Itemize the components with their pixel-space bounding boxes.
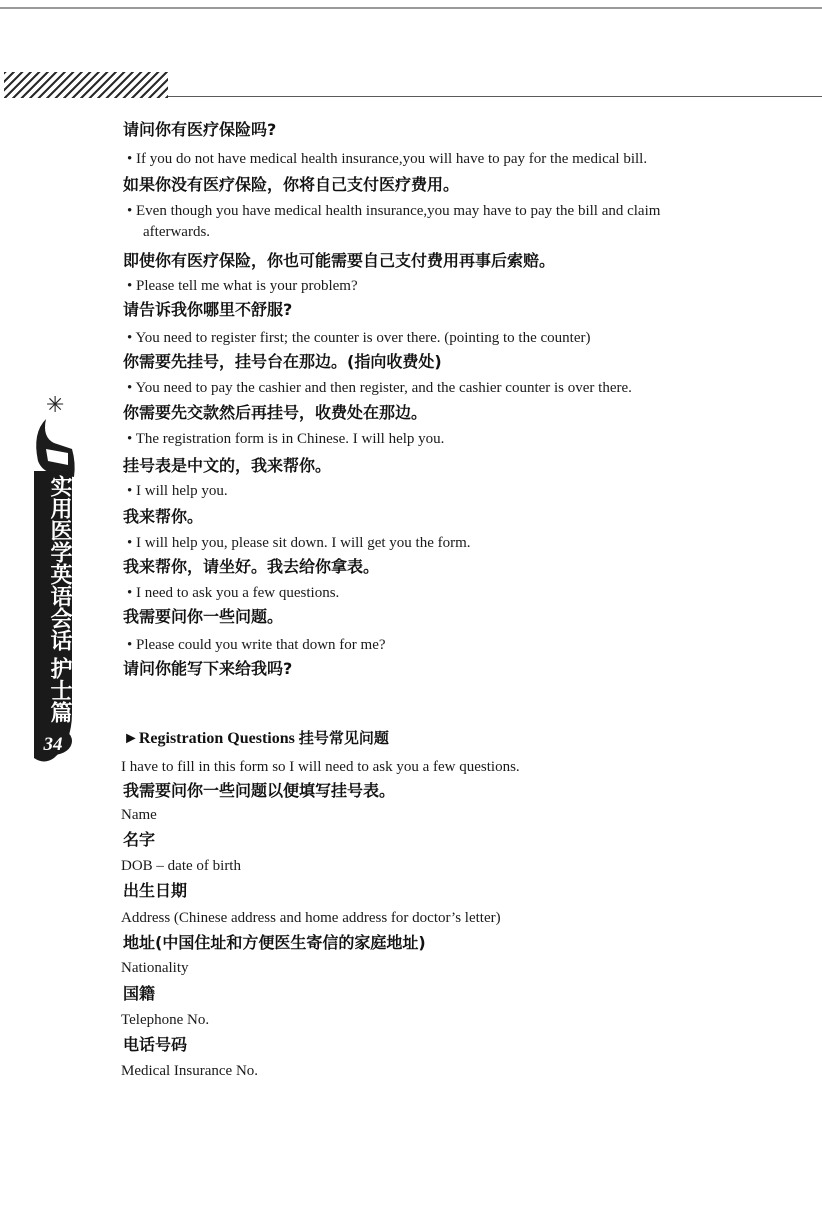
text-line-en: • I need to ask you a few questions.	[127, 585, 340, 601]
text-line-zh: 我来帮你。	[123, 507, 204, 526]
text-line-zh: 出生日期	[123, 881, 188, 900]
section-title-zh: 挂号常见问题	[298, 729, 389, 747]
sidebar-book-title: 实用医学英语会话	[47, 475, 72, 651]
text-line-en: Medical Insurance No.	[121, 1063, 259, 1079]
text-line-zh: 请问你有医疗保险吗?	[123, 120, 277, 139]
text-line-zh: 请问你能写下来给我吗?	[123, 659, 293, 678]
text-line-en: • You need to pay the cashier and then register, and the cashier counter is over there.	[127, 380, 632, 396]
text-line-zh: 请告诉我你哪里不舒服?	[123, 300, 293, 319]
text-line-zh: 如果你没有医疗保险，你将自己支付医疗费用。	[123, 175, 460, 194]
text-line-en: Telephone No.	[121, 1012, 210, 1028]
text-line-en: • You need to register first; the counter is over there. (pointing to the counter)	[127, 330, 591, 346]
text-line-zh: 电话号码	[123, 1035, 188, 1054]
text-line-en: Nationality	[121, 960, 189, 976]
text-line-en: afterwards.	[143, 224, 211, 240]
text-line-en: • The registration form is in Chinese. I will help you.	[127, 431, 445, 447]
text-line-zh: 你需要先交款然后再挂号，收费处在那边。	[123, 403, 428, 422]
text-line-en: • If you do not have medical health insurance,you will have to pay for the medical bill.	[127, 151, 648, 167]
text-line-zh: 即使你有医疗保险，你也可能需要自己支付费用再事后索赔。	[123, 251, 556, 270]
text-line-zh: 我来帮你，请坐好。我去给你拿表。	[123, 557, 380, 576]
text-line-zh: 国籍	[123, 984, 156, 1003]
text-line-en: Name	[121, 807, 157, 823]
page-number: 34	[43, 734, 63, 755]
section-heading	[123, 728, 389, 749]
text-line-en: • I will help you, please sit down. I will get you the form.	[127, 535, 471, 551]
text-line-zh: 我需要问你一些问题以便填写挂号表。	[123, 781, 396, 800]
text-line-en: Address (Chinese address and home address for doctor’s letter)	[121, 910, 501, 926]
text-line-zh: 名字	[123, 830, 156, 849]
text-line-en: • I will help you.	[127, 483, 228, 499]
text-line-en: • Please could you write that down for me?	[127, 637, 386, 653]
triangle-marker-icon: ►	[123, 730, 139, 747]
text-line-zh: 你需要先挂号，挂号台在那边。(指向收费处)	[123, 352, 442, 371]
sidebar-volume-title: 护士篇	[47, 657, 72, 723]
sparkle-icon: ✳	[46, 393, 65, 418]
text-line-en: • Even though you have medical health insurance,you may have to pay the bill and claim	[127, 203, 661, 219]
section-title-en: Registration Questions	[138, 730, 295, 747]
text-line-en: I have to fill in this form so I will need to ask you a few questions.	[121, 759, 520, 775]
text-line-zh: 我需要问你一些问题。	[123, 607, 284, 626]
text-line-zh: 挂号表是中文的，我来帮你。	[123, 456, 332, 475]
text-line-zh: 地址(中国住址和方便医生寄信的家庭地址)	[123, 933, 426, 952]
text-line-en: • Please tell me what is your problem?	[127, 278, 358, 294]
text-line-en: DOB – date of birth	[121, 858, 241, 874]
